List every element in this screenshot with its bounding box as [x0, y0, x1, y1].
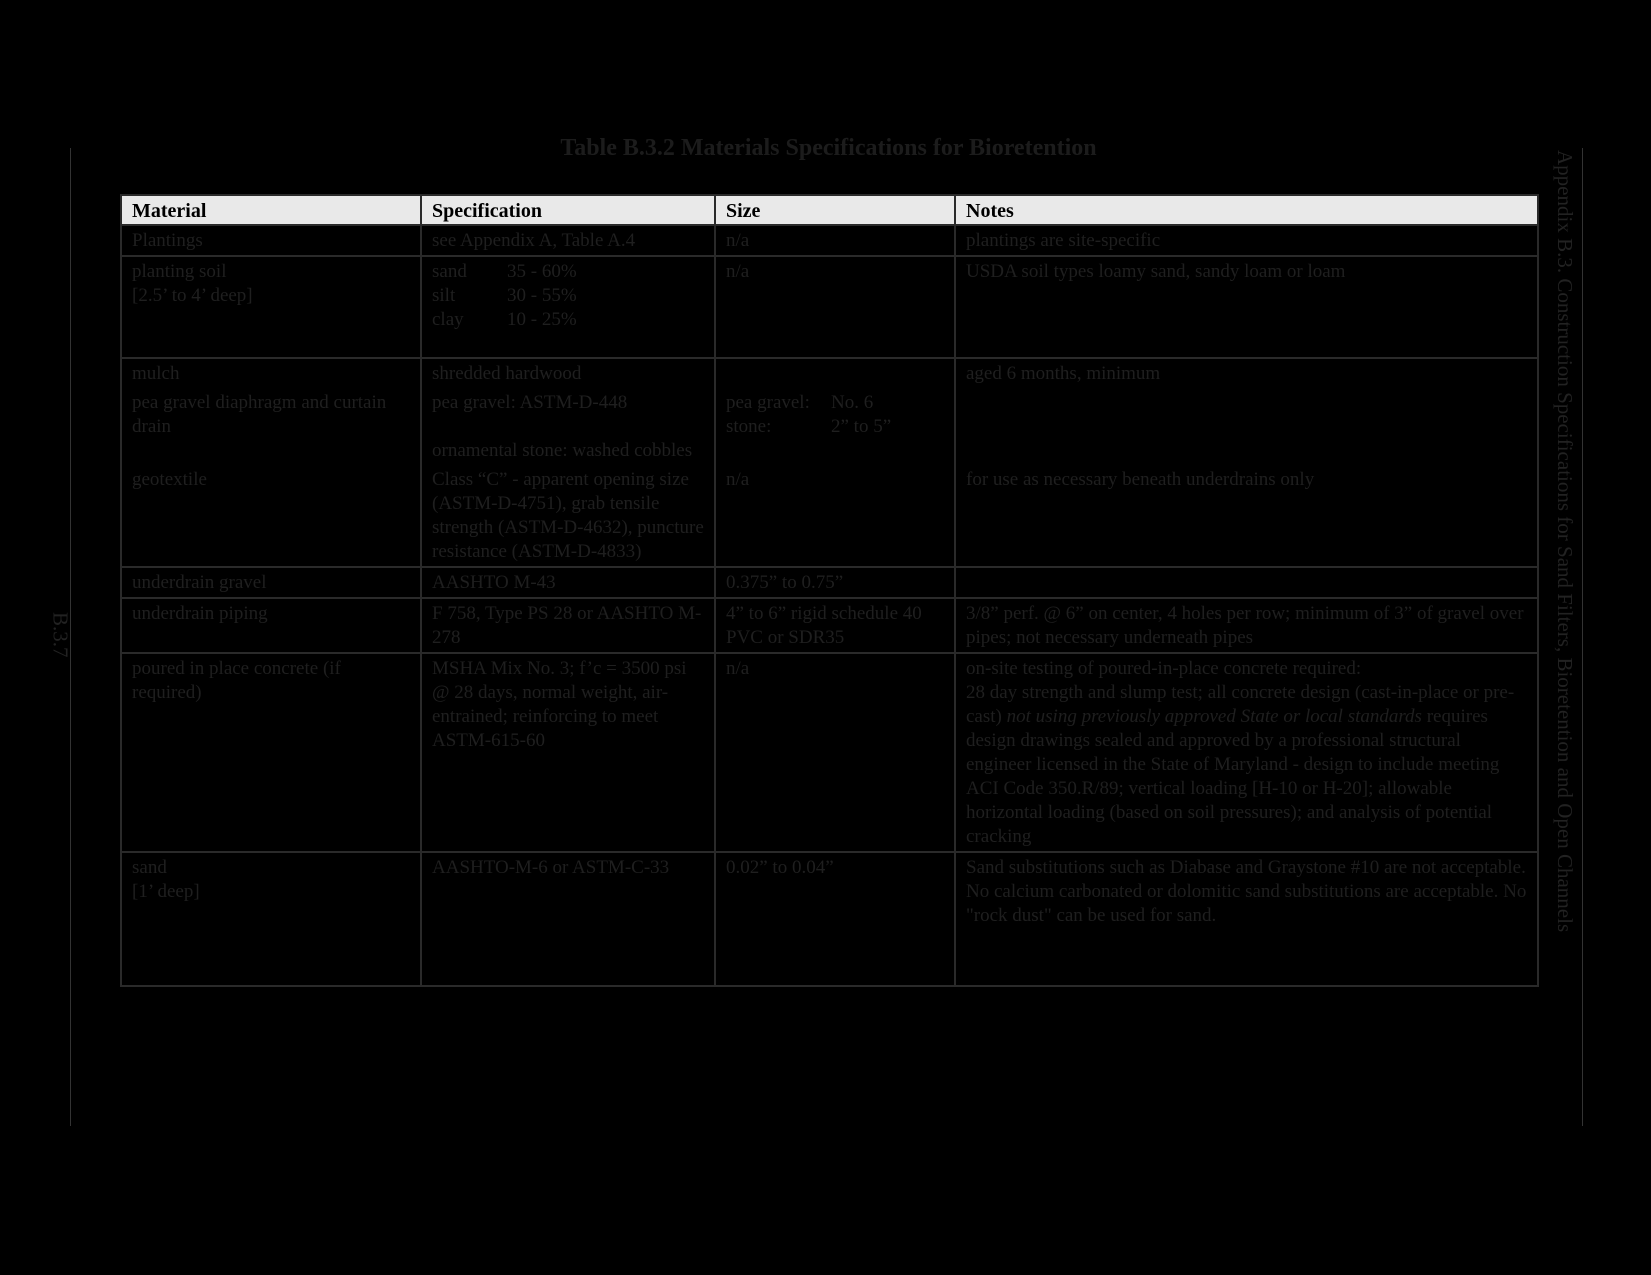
size-cell: n/a: [715, 465, 955, 567]
material-cell: Plantings: [121, 225, 421, 256]
header-notes: Notes: [955, 195, 1538, 225]
table-row: [121, 567, 1538, 598]
table-row: [121, 653, 1538, 852]
material-cell: mulch: [121, 358, 421, 388]
spec-cell: F 758, Type PS 28 or AASHTO M-278: [421, 598, 715, 653]
material-cell: pea gravel diaphragm and curtain drain: [121, 388, 421, 465]
spec-cell: AASHTO M-43: [421, 567, 715, 598]
header-material: Material: [121, 195, 421, 225]
size-line: stone: 2” to 5”: [726, 416, 892, 437]
spec-cell: Class “C” - apparent opening size (ASTM-D-4751), grab tensile strength (ASTM-D-4632), puncture resistance (ASTM-D-4833): [421, 465, 715, 567]
notes-cell: plantings are site-specific: [955, 225, 1538, 256]
spec-cell: [421, 256, 715, 358]
notes-text: requires design drawings sealed and approved by a professional structural engineer licensed in the State of Maryland - design to include meeting ACI Code 350.R/89; vertical loading [H-10 or H-20]; allowable horizontal loading (based on soil pressures); and analysis of potential cracking: [966, 706, 1500, 847]
table-row: [121, 465, 1538, 567]
material-cell: poured in place concrete (if required): [121, 653, 421, 852]
table-header-row: [121, 195, 1538, 225]
size-cell: n/a: [715, 225, 955, 256]
soil-component: clay 10 - 25%: [432, 309, 577, 330]
material-cell: underdrain piping: [121, 598, 421, 653]
table-row: [121, 225, 1538, 256]
table-row: [121, 388, 1538, 465]
notes-cell: Sand substitutions such as Diabase and Graystone #10 are not acceptable. No calcium carbonated or dolomitic sand substitutions are acceptable. No "rock dust" can be used for sand.: [955, 852, 1538, 986]
soil-component: silt 30 - 55%: [432, 285, 577, 306]
header-size: Size: [715, 195, 955, 225]
spec-cell: [421, 388, 715, 465]
table-title: Table B.3.2 Materials Specifications for Bioretention: [560, 135, 1097, 161]
material-cell: underdrain gravel: [121, 567, 421, 598]
size-cell: 0.02” to 0.04”: [715, 852, 955, 986]
size-cell: n/a: [715, 256, 955, 358]
notes-text: 28 day strength and slump test; all concrete design (cast-in-place or pre-cast): [966, 682, 1515, 727]
page-number: B.3.7: [48, 612, 73, 658]
material-name: sand: [132, 857, 167, 878]
size-line: pea gravel: No. 6: [726, 392, 874, 413]
material-cell: [121, 256, 421, 358]
notes-cell: aged 6 months, minimum: [955, 358, 1538, 388]
right-margin-rule: [1582, 148, 1583, 1126]
material-cell: geotextile: [121, 465, 421, 567]
materials-table: [120, 194, 1539, 987]
appendix-side-heading: Appendix B.3. Construction Specifications for Sand Filters, Bioretention and Open Channels: [1553, 150, 1577, 933]
table-row: [121, 598, 1538, 653]
table-row: [121, 852, 1538, 986]
size-cell: n/a: [715, 653, 955, 852]
notes-cell: [955, 567, 1538, 598]
spec-cell: see Appendix A, Table A.4: [421, 225, 715, 256]
table-row: [121, 358, 1538, 388]
material-depth: [2.5’ to 4’ deep]: [132, 285, 253, 306]
material-depth: [1’ deep]: [132, 881, 200, 902]
header-specification: Specification: [421, 195, 715, 225]
spec-line: pea gravel: ASTM-D-448: [432, 392, 628, 413]
size-cell: [715, 358, 955, 388]
notes-cell: [955, 653, 1538, 852]
notes-cell: USDA soil types loamy sand, sandy loam or loam: [955, 256, 1538, 358]
notes-cell: [955, 388, 1538, 465]
size-cell: 4” to 6” rigid schedule 40 PVC or SDR35: [715, 598, 955, 653]
spec-line: ornamental stone: washed cobbles: [432, 440, 693, 461]
notes-cell: 3/8” perf. @ 6” on center, 4 holes per row; minimum of 3” of gravel over pipes; not necessary underneath pipes: [955, 598, 1538, 653]
table-row: [121, 256, 1538, 358]
material-name: planting soil: [132, 261, 227, 282]
size-cell: 0.375” to 0.75”: [715, 567, 955, 598]
spec-cell: shredded hardwood: [421, 358, 715, 388]
spec-cell: AASHTO-M-6 or ASTM-C-33: [421, 852, 715, 986]
soil-component: sand 35 - 60%: [432, 261, 577, 282]
material-cell: [121, 852, 421, 986]
spec-cell: MSHA Mix No. 3; f’c = 3500 psi @ 28 days, normal weight, air-entrained; reinforcing to meet ASTM-615-60: [421, 653, 715, 852]
size-cell: [715, 388, 955, 465]
notes-cell: for use as necessary beneath underdrains only: [955, 465, 1538, 567]
notes-emphasis: not using previously approved State or local standards: [1006, 706, 1422, 727]
notes-line: on-site testing of poured-in-place concrete required:: [966, 658, 1362, 679]
